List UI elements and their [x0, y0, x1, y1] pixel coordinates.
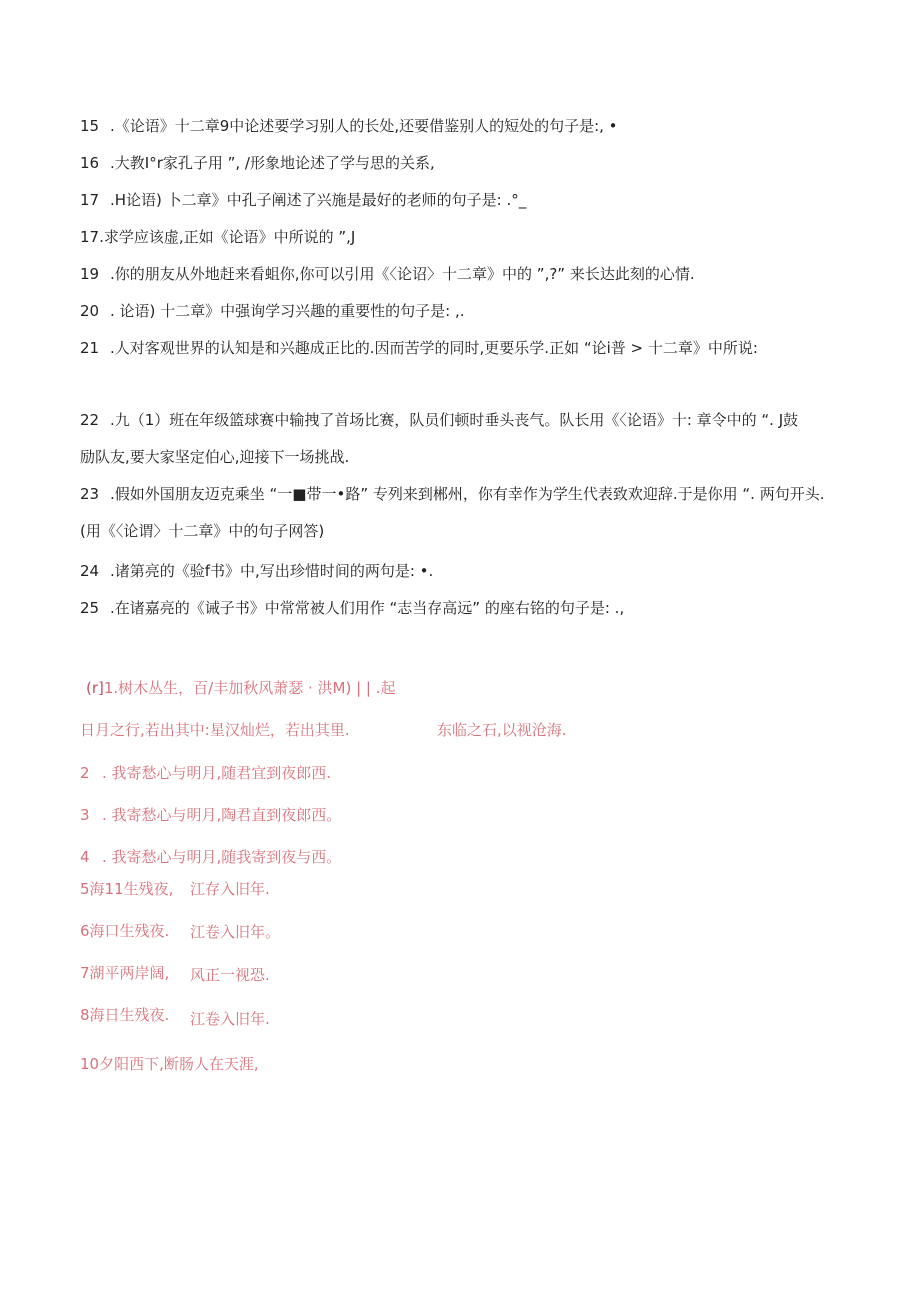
answer-text: . 我寄愁心与明月,随君宜到夜郎西. — [102, 764, 332, 782]
answer-number: 3 — [80, 806, 90, 824]
question-24 — [80, 561, 433, 581]
answer-text: . 我寄愁心与明月,陶君直到夜郎西。 — [102, 806, 342, 824]
answer-number: 4 — [80, 848, 90, 866]
question-15 — [80, 116, 618, 136]
answer-text: 10夕阳西下,断肠人在天涯, — [80, 1055, 259, 1073]
answer-text: 江卷入旧年。 — [190, 923, 281, 941]
answer-6a — [80, 921, 169, 941]
question-number: 22 — [80, 411, 100, 429]
question-number: 21 — [80, 339, 100, 357]
question-text: .人对客观世界的认知是和兴趣成正比的.因而苦学的同时,更要乐学.正如 “论i普 > 十二章》中所说: — [110, 339, 758, 357]
answer-5b — [190, 879, 270, 899]
question-20 — [80, 301, 465, 321]
answer-text: 日月之行,若出其中:星汉灿烂，若出其里. — [80, 721, 350, 739]
question-21 — [80, 338, 758, 358]
answer-text: 6海口生残夜. — [80, 922, 170, 940]
question-23-cont — [80, 521, 324, 541]
question-text: 励队友,要大家坚定伯心,迎接下一场挑战. — [80, 448, 350, 466]
question-17 — [80, 190, 526, 210]
question-16 — [80, 153, 435, 173]
question-text: .大教I°r家孔子用 ”, /形象地论述了学与思的关系, — [110, 154, 435, 172]
question-number: 15 — [80, 117, 100, 135]
answer-text: 1.树木丛生，百/丰加秋风萧瑟 · 洪M) | | .起 — [103, 679, 396, 697]
answer-4 — [80, 847, 341, 867]
question-22-cont — [80, 447, 349, 467]
question-number: 23 — [80, 485, 100, 503]
question-number: 20 — [80, 302, 100, 320]
answer-1-line2 — [80, 720, 350, 740]
question-text: .在诸嘉亮的《诫子书》中常常被人们用作 “志当存高远” 的座右铭的句子是: ., — [110, 599, 625, 617]
question-17b — [80, 227, 355, 247]
answer-number: 2 — [80, 764, 90, 782]
answer-8b — [190, 1009, 270, 1029]
question-number: 24 — [80, 562, 100, 580]
question-text: .假如外国朋友迈克乘坐 “一■带一•路” 专列来到郴州，你有幸作为学生代表致欢迎辞.于是你用 “. 两句开头. — [110, 485, 825, 503]
answer-text: 风正一视恐. — [190, 966, 270, 984]
answer-text: . 我寄愁心与明月,随我寄到夜与西。 — [102, 848, 342, 866]
answer-7b — [190, 965, 270, 985]
answer-5a — [80, 879, 173, 899]
question-text: .九（1）班在年级篮球赛中输拽了首场比赛，队员们顿时垂头丧气。队长用《〈论语》十: 章令中的 “. J鼓 — [110, 411, 799, 429]
answer-text: 江卷入旧年. — [190, 1010, 270, 1028]
answer-7a — [80, 963, 169, 983]
answer-text: 东临之石,以视沧海. — [437, 721, 567, 739]
question-number: 19 — [80, 265, 100, 283]
question-19 — [80, 264, 695, 284]
answer-text: 江存入旧年. — [190, 880, 270, 898]
answer-text: 7湖平两岸阔, — [80, 964, 170, 982]
answer-text: 5海11生残夜, — [80, 880, 174, 898]
answer-3 — [80, 805, 341, 825]
question-text: .你的朋友从外地赶来看蛆你,你可以引用《〈论诏〉十二章》中的 ”,?” 来长达此刻的心情. — [110, 265, 695, 283]
question-25 — [80, 598, 624, 618]
question-text: 17.求学应该虚,正如《论语》中所说的 ”,J — [80, 228, 356, 246]
question-number: 16 — [80, 154, 100, 172]
question-text: .诸第亮的《验f书》中,写出珍惜时间的两句是: •. — [110, 562, 434, 580]
question-number: 25 — [80, 599, 100, 617]
answer-1 — [86, 678, 396, 698]
answer-2 — [80, 763, 331, 783]
question-text: (用《〈论谓〉十二章》中的句子网答) — [80, 522, 325, 540]
answer-10 — [80, 1054, 259, 1074]
question-22 — [80, 410, 798, 430]
answer-8a — [80, 1005, 169, 1025]
answer-6b — [190, 922, 280, 942]
question-23 — [80, 484, 824, 504]
question-number: 17 — [80, 191, 100, 209]
question-text: . 论语) 十二章》中强询学习兴趣的重要性的句子是: ,. — [110, 302, 465, 320]
answer-1-line2b — [437, 720, 567, 740]
question-text: .H论语) 卜二章》中孔子阐述了兴施是最好的老师的句子是: .°_ — [110, 191, 527, 209]
answer-text: 8海日生残夜. — [80, 1006, 170, 1024]
question-text: .《论语》十二章9中论述要学习别人的长处,还要借鉴别人的短处的句子是:, • — [110, 117, 618, 135]
answer-label: (r] — [86, 679, 104, 697]
